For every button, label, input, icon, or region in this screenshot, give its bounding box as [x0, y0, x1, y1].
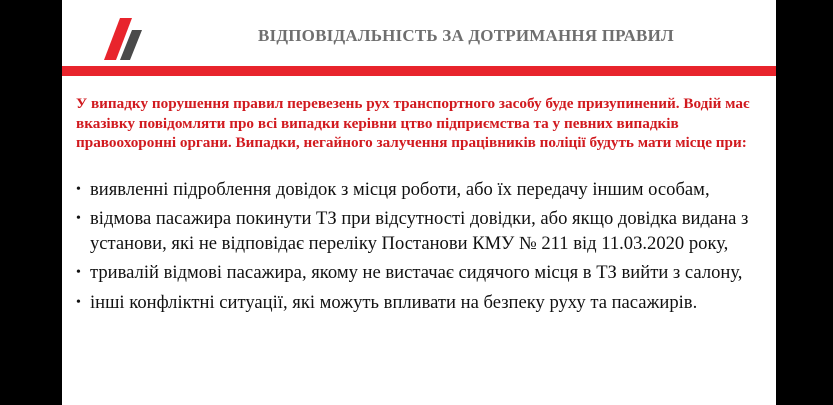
presentation-slide	[62, 0, 776, 405]
list-item-text: відмова пасажира покинути ТЗ при відсутності довідки, або якщо довідка видана з установи, які не відповідає переліку Постанови КМУ № 211 від 11.03.2020 року,	[90, 208, 749, 254]
bullet-icon: •	[76, 182, 81, 197]
slide-title: ВІДПОВІДАЛЬНІСТЬ ЗА ДОТРИМАННЯ ПРАВИЛ	[258, 26, 674, 45]
list-item-text: інші конфліктні ситуації, які можуть впливати на безпеку руху та пасажирів.	[90, 291, 698, 313]
red-grey-parallelogram-logo-icon	[98, 16, 148, 62]
intro-paragraph: У випадку порушення правил перевезень рух транспортного засобу буде призупинений. Водій має вказівку повідомляти про всі випадки керівни цтво підприємства та у певних випадків правоохоронні органи. Випадки, негайного залучення працівників поліції будуть мати місце при:	[76, 95, 750, 152]
bullet-icon: •	[76, 294, 81, 310]
header-divider	[62, 66, 776, 76]
bullet-icon: •	[76, 265, 81, 281]
list-item-text: виявленні підроблення довідок з місця роботи, або їх передачу іншим особам,	[90, 179, 710, 200]
slide-header	[62, 0, 776, 66]
list-item-text: тривалій відмові пасажира, якому не вистачає сидячого місця в ТЗ вийти з салону,	[90, 262, 743, 284]
bullet-icon: •	[76, 211, 81, 227]
list-item	[76, 291, 766, 315]
list-item	[76, 261, 766, 285]
list-item	[76, 207, 766, 256]
list-item	[76, 178, 766, 202]
bullet-list	[76, 178, 766, 320]
